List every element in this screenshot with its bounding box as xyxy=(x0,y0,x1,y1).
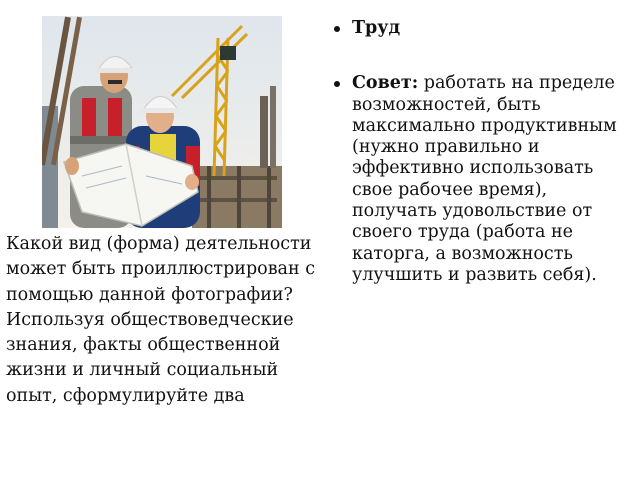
bullet-list xyxy=(328,18,628,286)
bullet-item-labor xyxy=(328,18,628,39)
crane-cab xyxy=(220,46,236,60)
bullet-title: Труд xyxy=(352,18,401,38)
bullet-item-advice xyxy=(328,73,628,286)
question-text: Какой вид (форма) деятельности может быть проиллюстрирован с помощью данной фотографии? Используя обществоведческие знания, факты общественной жизни и личный социальный опыт, сформулируйте два xyxy=(6,234,316,406)
bullet-dot-icon xyxy=(334,26,340,32)
bullet-text: работать на пределе возможностей, быть максимально продуктивным (нужно правильно и эффективно использовать свое рабочее время), получать удовольствие от своего труда (работа не каторга, а возможность улучшить и развить себя). xyxy=(352,73,617,285)
bullet-dot-icon xyxy=(334,81,340,87)
bullet-title: Совет: xyxy=(352,73,419,94)
construction-workers-photo xyxy=(42,16,282,228)
